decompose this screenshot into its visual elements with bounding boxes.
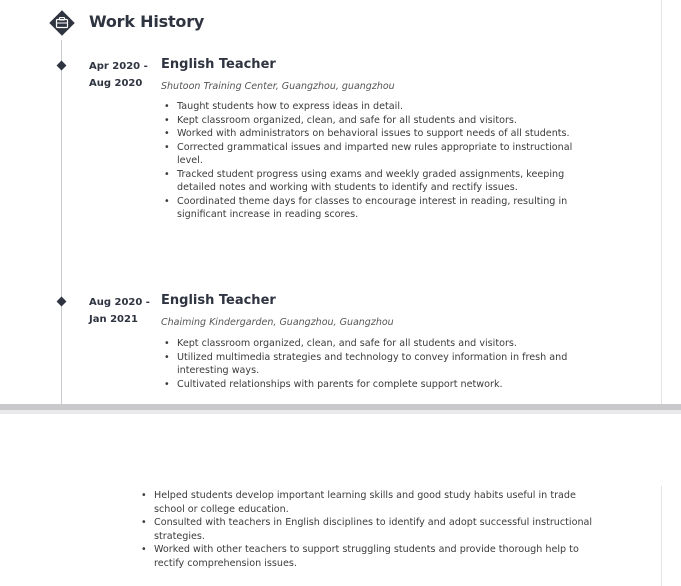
job-company: Shutoon Training Center, Guangzhou, guangzhou [161,81,395,92]
section-title: Work History [89,12,205,31]
page-edge [661,0,662,404]
page-gap-shadow [0,404,681,410]
job-title: English Teacher [161,293,276,308]
continued-bullets [138,489,608,570]
job-date-end: Jan 2021 [89,314,138,325]
list-item: • Kept classroom organized, clean, and safe for all students and visitors. [161,337,601,351]
list-item: • Worked with other teachers to support struggling students and provide thorough help to rectify comprehension issues. [138,543,594,570]
timeline-marker [57,61,67,71]
job-date-end: Aug 2020 [89,78,143,89]
briefcase-icon [47,8,77,38]
job-bullets [161,100,601,222]
job-date-start: Apr 2020 - [89,61,148,72]
list-item: • Tracked student progress using exams and weekly graded assignments, keeping detailed notes and working with students to identify and rectify issues. [161,168,597,195]
job-title: English Teacher [161,57,276,72]
timeline-line [61,40,62,404]
list-item: • Consulted with teachers in English disciplines to identify and adopt successful instructional strategies. [138,516,608,543]
list-item: • Cultivated relationships with parents for complete support network. [161,378,601,392]
list-item: • Kept classroom organized, clean, and safe for all students and visitors. [161,114,601,128]
list-item: • Helped students develop important learning skills and good study habits useful in trade school or college education. [138,489,594,516]
resume-page-2 [0,414,681,586]
timeline-marker [57,297,67,307]
list-item: • Taught students how to express ideas in detail. [161,100,601,114]
page-edge [661,486,662,586]
job-company: Chaiming Kindergarden, Guangzhou, Guangzhou [161,317,394,328]
job-bullets [161,337,601,391]
list-item: • Corrected grammatical issues and imparted new rules appropriate to instructional level. [161,141,589,168]
list-item: • Utilized multimedia strategies and technology to convey information in fresh and interesting ways. [161,351,601,378]
list-item: • Coordinated theme days for classes to encourage interest in reading, resulting in significant increase in reading scores. [161,195,589,222]
job-date-start: Aug 2020 - [89,297,150,308]
list-item: • Worked with administrators on behavioral issues to support needs of all students. [161,127,589,141]
